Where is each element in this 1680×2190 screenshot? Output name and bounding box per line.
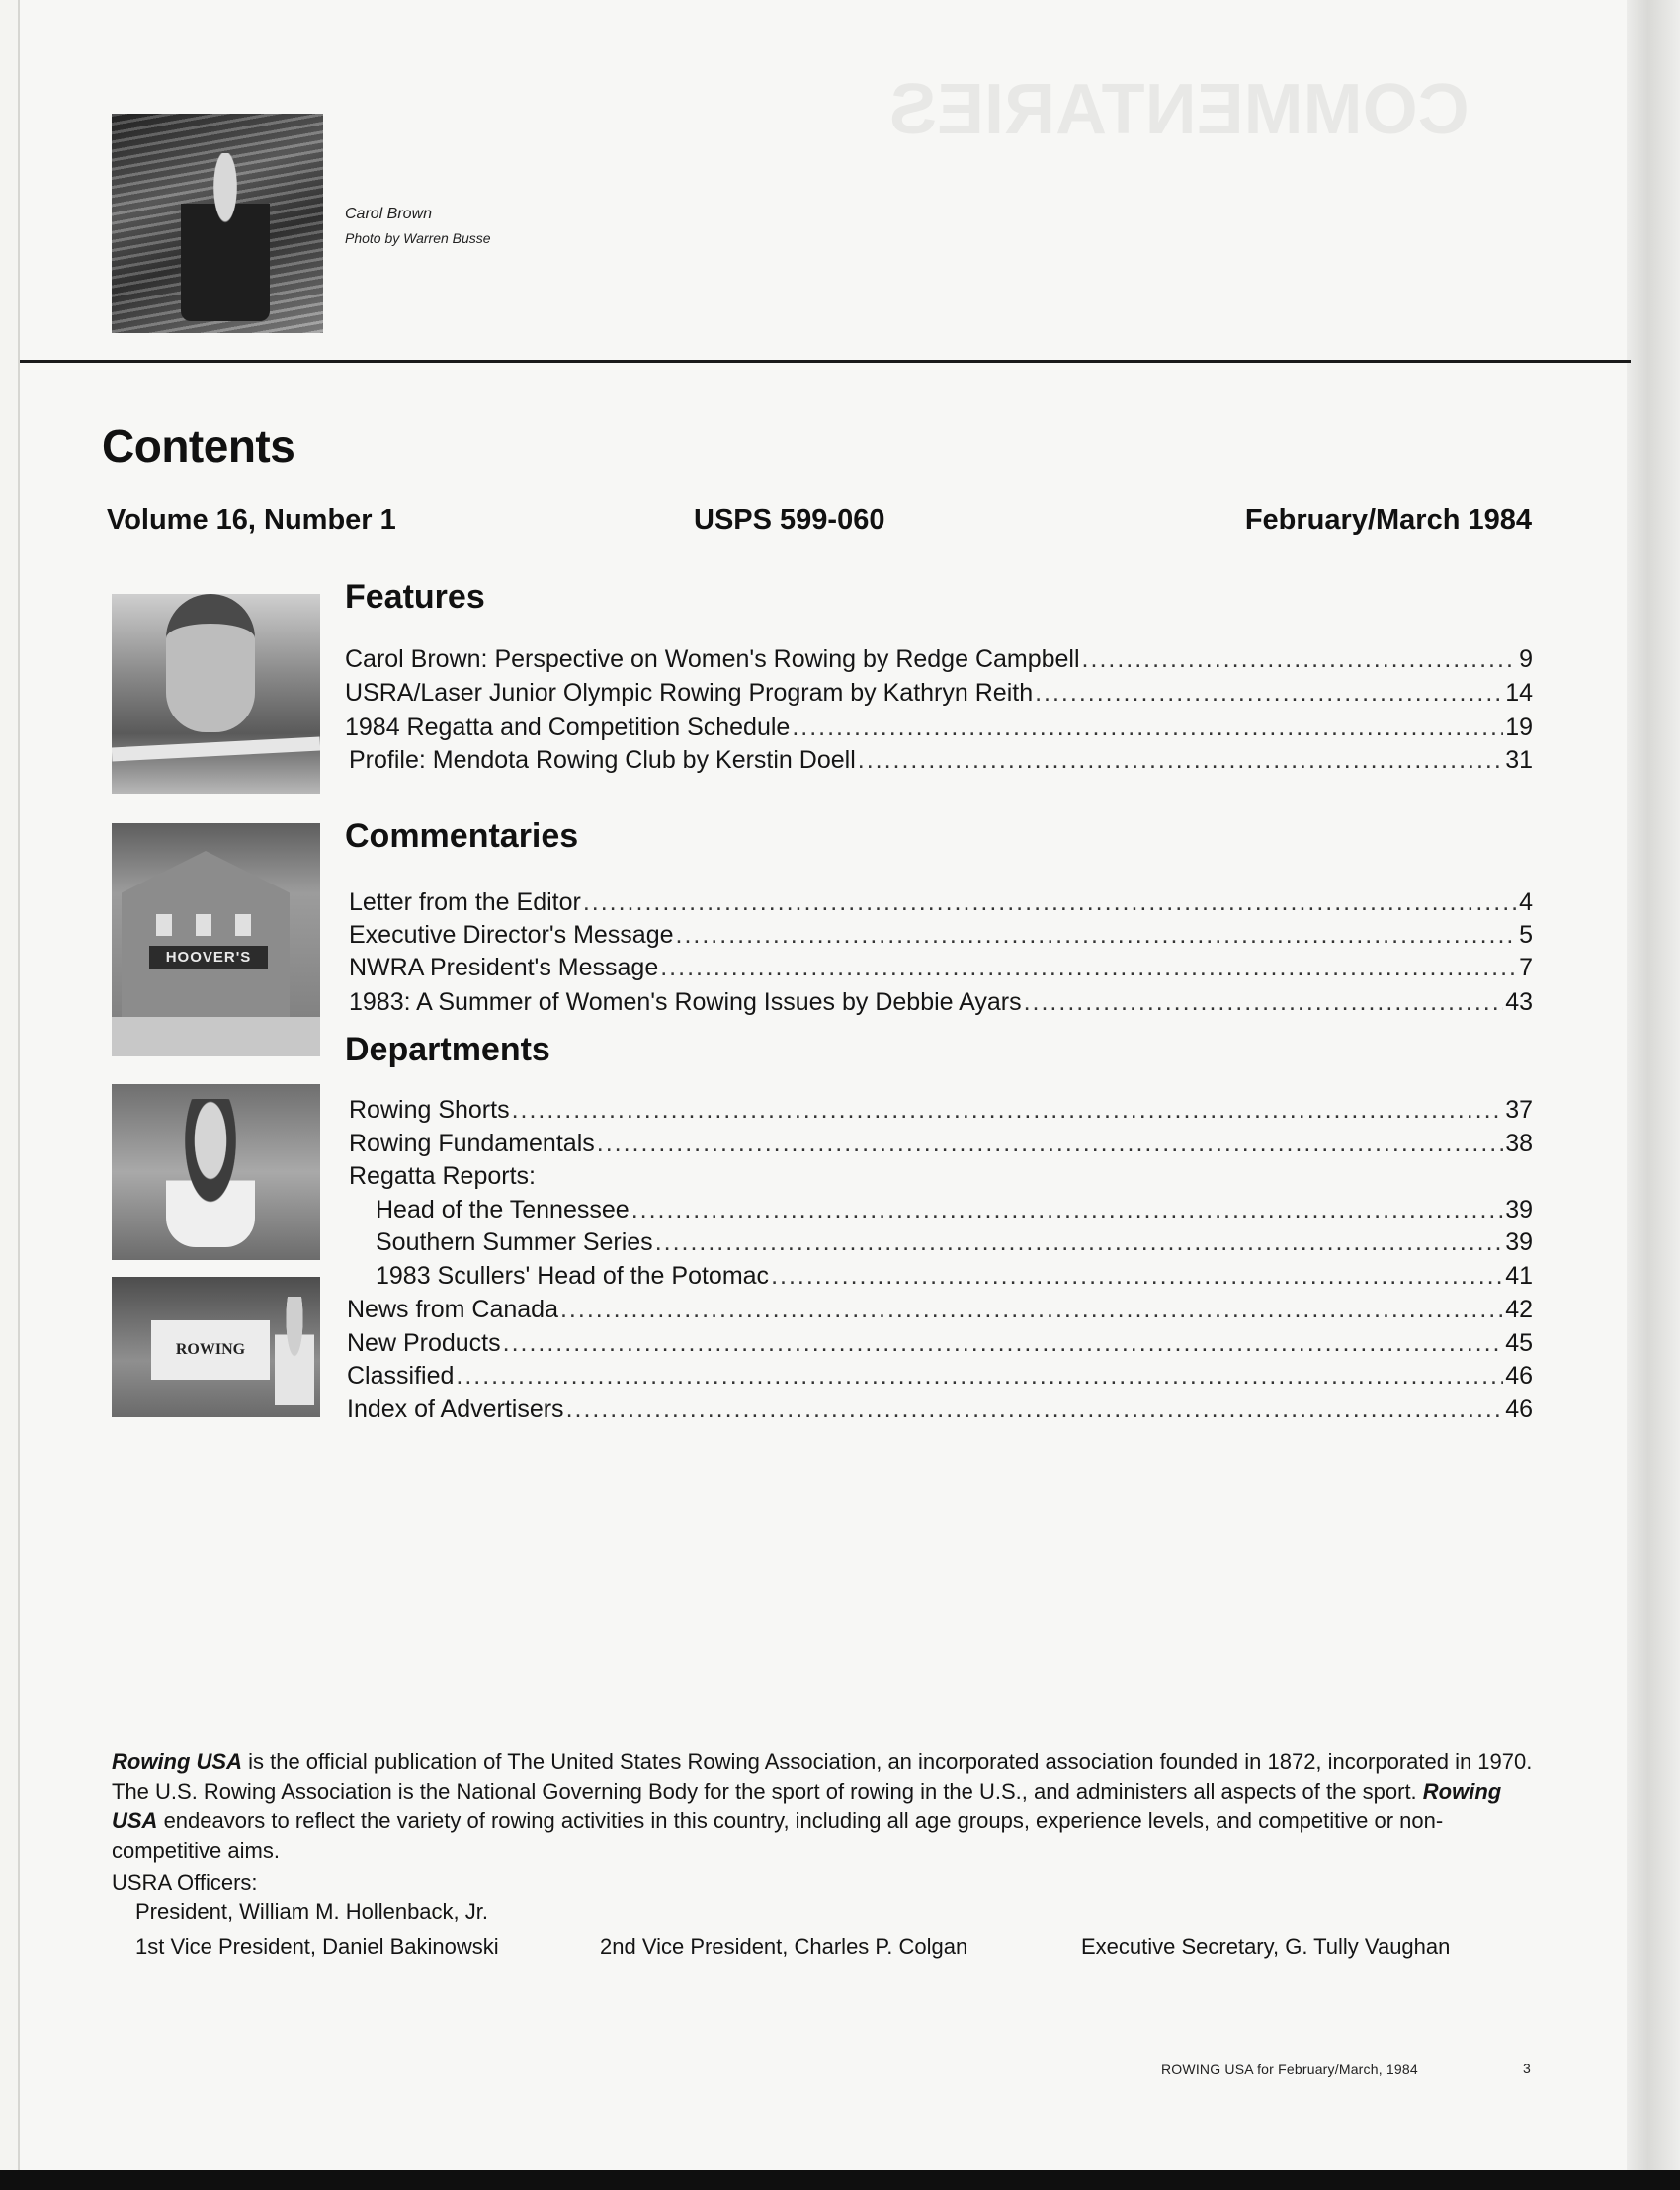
toc-entry[interactable]: Carol Brown: Perspective on Women's Rowing by Redge Campbell ..... 9: [345, 643, 1533, 675]
toc-entry[interactable]: News from Canada ..... 42: [347, 1294, 1533, 1325]
toc-entry[interactable]: Executive Director's Message ..... 5: [349, 919, 1533, 951]
departments-heading: Departments: [345, 1031, 550, 1068]
officer-vp2: 2nd Vice President, Charles P. Colgan: [600, 1934, 968, 1959]
toc-entry[interactable]: Southern Summer Series ..... 39: [376, 1226, 1533, 1258]
officer-president: President, William M. Hollenback, Jr.: [135, 1899, 488, 1924]
running-footer: ROWING USA for February/March, 1984: [1161, 2062, 1418, 2077]
publication-name: Rowing USA: [112, 1749, 242, 1774]
toc-entry[interactable]: Profile: Mendota Rowing Club by Kerstin Doell ..... 31: [349, 744, 1533, 776]
toc-entry[interactable]: 1983 Scullers' Head of the Potomac ..... 41: [376, 1260, 1533, 1292]
caption-credit: Photo by Warren Busse: [345, 230, 491, 246]
publication-statement: Rowing USA is the official publication of The United States Rowing Association, an incorporated association founded in 1872, incorporated in 1970. The U.S. Rowing Association is the National Governing Body for the sport of rowing in the U.S., and administers all aspects of the sport. Rowing USA endeavors to reflect the variety of rowing activities in this country, including all age groups, experience levels, and competitive or non-competitive aims.: [112, 1749, 1533, 1863]
page-number: 3: [1523, 2061, 1531, 2076]
officer-secretary: Executive Secretary, G. Tully Vaughan: [1081, 1934, 1451, 1959]
toc-entry[interactable]: Classified ..... 46: [347, 1360, 1533, 1391]
toc-subsection-label: Regatta Reports:: [349, 1162, 536, 1190]
toc-entry[interactable]: Rowing Shorts ..... 37: [349, 1094, 1533, 1126]
toc-entry[interactable]: 1984 Regatta and Competition Schedule ..... 19: [345, 712, 1533, 743]
toc-entry[interactable]: Index of Advertisers ..... 46: [347, 1393, 1533, 1425]
page-edge: [1627, 0, 1680, 2190]
page-title: Contents: [102, 420, 295, 471]
features-heading: Features: [345, 578, 485, 616]
show-through-text: COMMENTARIES: [889, 70, 1470, 149]
photo-caption: [345, 203, 491, 250]
toc-entry[interactable]: Head of the Tennessee ..... 39: [376, 1194, 1533, 1225]
commentaries-heading: Commentaries: [345, 817, 579, 855]
volume-number: Volume 16, Number 1: [107, 504, 396, 536]
toc-entry[interactable]: Rowing Fundamentals ..... 38: [349, 1128, 1533, 1159]
usps-number: USPS 599-060: [694, 504, 885, 536]
toc-entry[interactable]: Letter from the Editor ..... 4: [349, 886, 1533, 918]
medalist-photo: [112, 1084, 320, 1260]
publication-name: Rowing USA: [112, 1779, 1502, 1833]
toc-entry[interactable]: 1983: A Summer of Women's Rowing Issues by Debbie Ayars ..... 43: [349, 986, 1533, 1018]
rower-photo: [112, 114, 323, 333]
officers-label: USRA Officers:: [112, 1870, 258, 1895]
issue-date: February/March 1984: [1244, 504, 1532, 536]
boathouse-sign: HOOVER'S: [149, 946, 268, 969]
toc-entry[interactable]: New Products ..... 45: [347, 1327, 1533, 1359]
toc-entry[interactable]: USRA/Laser Junior Olympic Rowing Program by Kathryn Reith ..... 14: [345, 677, 1533, 709]
header-rule: [20, 360, 1631, 363]
boathouse-photo: [112, 823, 320, 1056]
junior-rower-photo: [112, 594, 320, 794]
banner-sign: ROWING: [151, 1320, 270, 1380]
toc-entry[interactable]: NWRA President's Message ..... 7: [349, 952, 1533, 983]
scan-bottom-edge: [0, 2170, 1680, 2190]
officer-vp1: 1st Vice President, Daniel Bakinowski: [135, 1934, 499, 1959]
caption-name: Carol Brown: [345, 206, 433, 222]
rowing-banner-photo: [112, 1277, 320, 1417]
